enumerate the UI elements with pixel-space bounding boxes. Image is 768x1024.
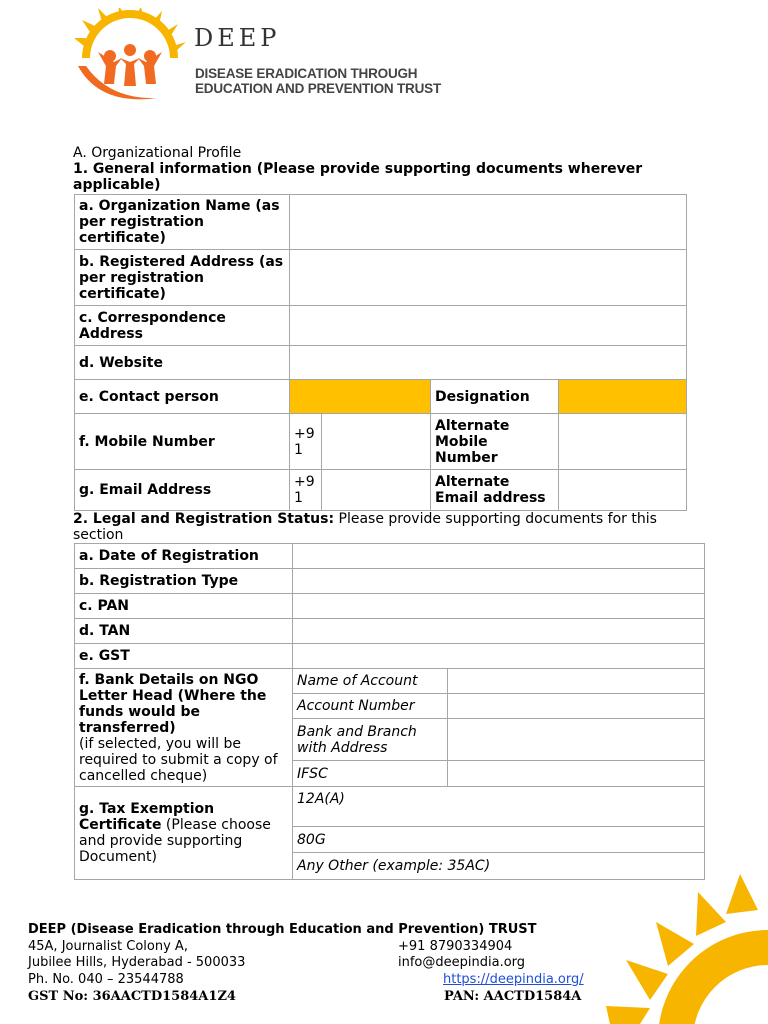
alt-email-label: Alternate Email address: [431, 470, 559, 511]
deep-logo: [70, 8, 188, 108]
bank-field-label: Name of Account: [293, 669, 448, 694]
gst-label: e. GST: [75, 644, 293, 669]
table-row: [75, 669, 705, 694]
registration-type-label: b. Registration Type: [75, 569, 293, 594]
footer-gst: GST No: 36AACTD1584A1Z4: [28, 989, 236, 1004]
alt-email-field[interactable]: [559, 470, 687, 511]
bank-details-label-note: (if selected, you will be required to submit a copy of cancelled cheque): [79, 736, 278, 784]
corr-address-label: c. Correspondence Address: [75, 306, 290, 346]
legal-status-heading: [73, 511, 693, 543]
table-row: [75, 306, 687, 346]
legal-registration-table: [74, 543, 705, 880]
registration-type-field[interactable]: [293, 569, 705, 594]
tax-option-other[interactable]: Any Other (example: 35AC): [293, 853, 705, 880]
contact-person-label: e. Contact person: [75, 380, 290, 414]
legal-status-heading-rest: Please provide supporting documents for this section: [73, 511, 657, 543]
mobile-prefix: +91: [290, 414, 322, 470]
reg-address-field[interactable]: [290, 250, 687, 306]
reg-address-label: b. Registered Address (as per registration certificate): [75, 250, 290, 306]
email-field[interactable]: [322, 470, 431, 511]
account-name-field[interactable]: [448, 669, 705, 694]
footer-address-line1: 45A, Journalist Colony A,: [28, 939, 188, 954]
tax-exemption-label: [75, 787, 293, 880]
table-row: [75, 195, 687, 250]
corr-address-field[interactable]: [290, 306, 687, 346]
alt-mobile-label: Alternate Mobile Number: [431, 414, 559, 470]
date-registration-label: a. Date of Registration: [75, 544, 293, 569]
footer-website-link[interactable]: https://deepindia.org/: [443, 972, 584, 987]
brand-name: DEEP: [194, 24, 281, 52]
brand-subtitle-line2: EDUCATION AND PREVENTION TRUST: [195, 81, 442, 96]
gst-field[interactable]: [293, 644, 705, 669]
table-row: [75, 346, 687, 380]
bank-field-label: IFSC: [293, 761, 448, 787]
email-prefix: +91: [290, 470, 322, 511]
date-registration-field[interactable]: [293, 544, 705, 569]
table-row: [75, 594, 705, 619]
bank-details-label-bold: f. Bank Details on NGO Letter Head (Where the funds would be transferred): [79, 672, 267, 736]
section-a-title: A. Organizational Profile: [73, 145, 242, 161]
brand-subtitle: [195, 66, 441, 96]
footer-phone: Ph. No. 040 – 23544788: [28, 972, 184, 987]
tan-label: d. TAN: [75, 619, 293, 644]
bank-details-label: [75, 669, 293, 787]
tax-option-80g[interactable]: 80G: [293, 827, 705, 853]
alt-mobile-field[interactable]: [559, 414, 687, 470]
mobile-field[interactable]: [322, 414, 431, 470]
table-row: [75, 787, 705, 827]
table-row: [75, 619, 705, 644]
footer-email[interactable]: info@deepindia.org: [398, 955, 526, 970]
sun-decoration: [598, 870, 768, 1024]
contact-person-field[interactable]: [290, 380, 431, 414]
general-info-heading: 1. General information (Please provide supporting documents wherever applicable): [73, 161, 643, 193]
brand-subtitle-line1: DISEASE ERADICATION THROUGH: [195, 66, 418, 81]
email-label: g. Email Address: [75, 470, 290, 511]
general-info-table: [74, 194, 687, 511]
tax-exemption-label-note: (Please choose and provide supporting Document): [79, 817, 271, 865]
table-row: [75, 414, 687, 470]
account-number-field[interactable]: [448, 694, 705, 719]
tax-exemption-label-bold: g. Tax Exemption Certificate: [79, 801, 215, 833]
legal-status-heading-bold: 2. Legal and Registration Status:: [73, 511, 335, 527]
designation-field[interactable]: [559, 380, 687, 414]
tan-field[interactable]: [293, 619, 705, 644]
bank-field-label: Bank and Branch with Address: [293, 719, 448, 761]
footer-pan: PAN: AACTD1584A: [444, 989, 582, 1004]
org-name-field[interactable]: [290, 195, 687, 250]
footer-mobile: +91 8790334904: [398, 939, 513, 954]
pan-label: c. PAN: [75, 594, 293, 619]
bank-field-label: Account Number: [293, 694, 448, 719]
table-row: [75, 470, 687, 511]
table-row: [75, 544, 705, 569]
footer-address-line2: Jubilee Hills, Hyderabad - 500033: [28, 955, 246, 970]
pan-field[interactable]: [293, 594, 705, 619]
org-name-label: a. Organization Name (as per registration certificate): [75, 195, 290, 250]
footer-org-name: DEEP (Disease Eradication through Education and Prevention) TRUST: [28, 922, 537, 937]
bank-branch-field[interactable]: [448, 719, 705, 761]
mobile-label: f. Mobile Number: [75, 414, 290, 470]
table-row: [75, 644, 705, 669]
designation-label: Designation: [431, 380, 559, 414]
website-label: d. Website: [75, 346, 290, 380]
ifsc-field[interactable]: [448, 761, 705, 787]
website-field[interactable]: [290, 346, 687, 380]
table-row: [75, 380, 687, 414]
table-row: [75, 250, 687, 306]
table-row: [75, 569, 705, 594]
tax-option-12a[interactable]: 12A(A): [293, 787, 705, 827]
